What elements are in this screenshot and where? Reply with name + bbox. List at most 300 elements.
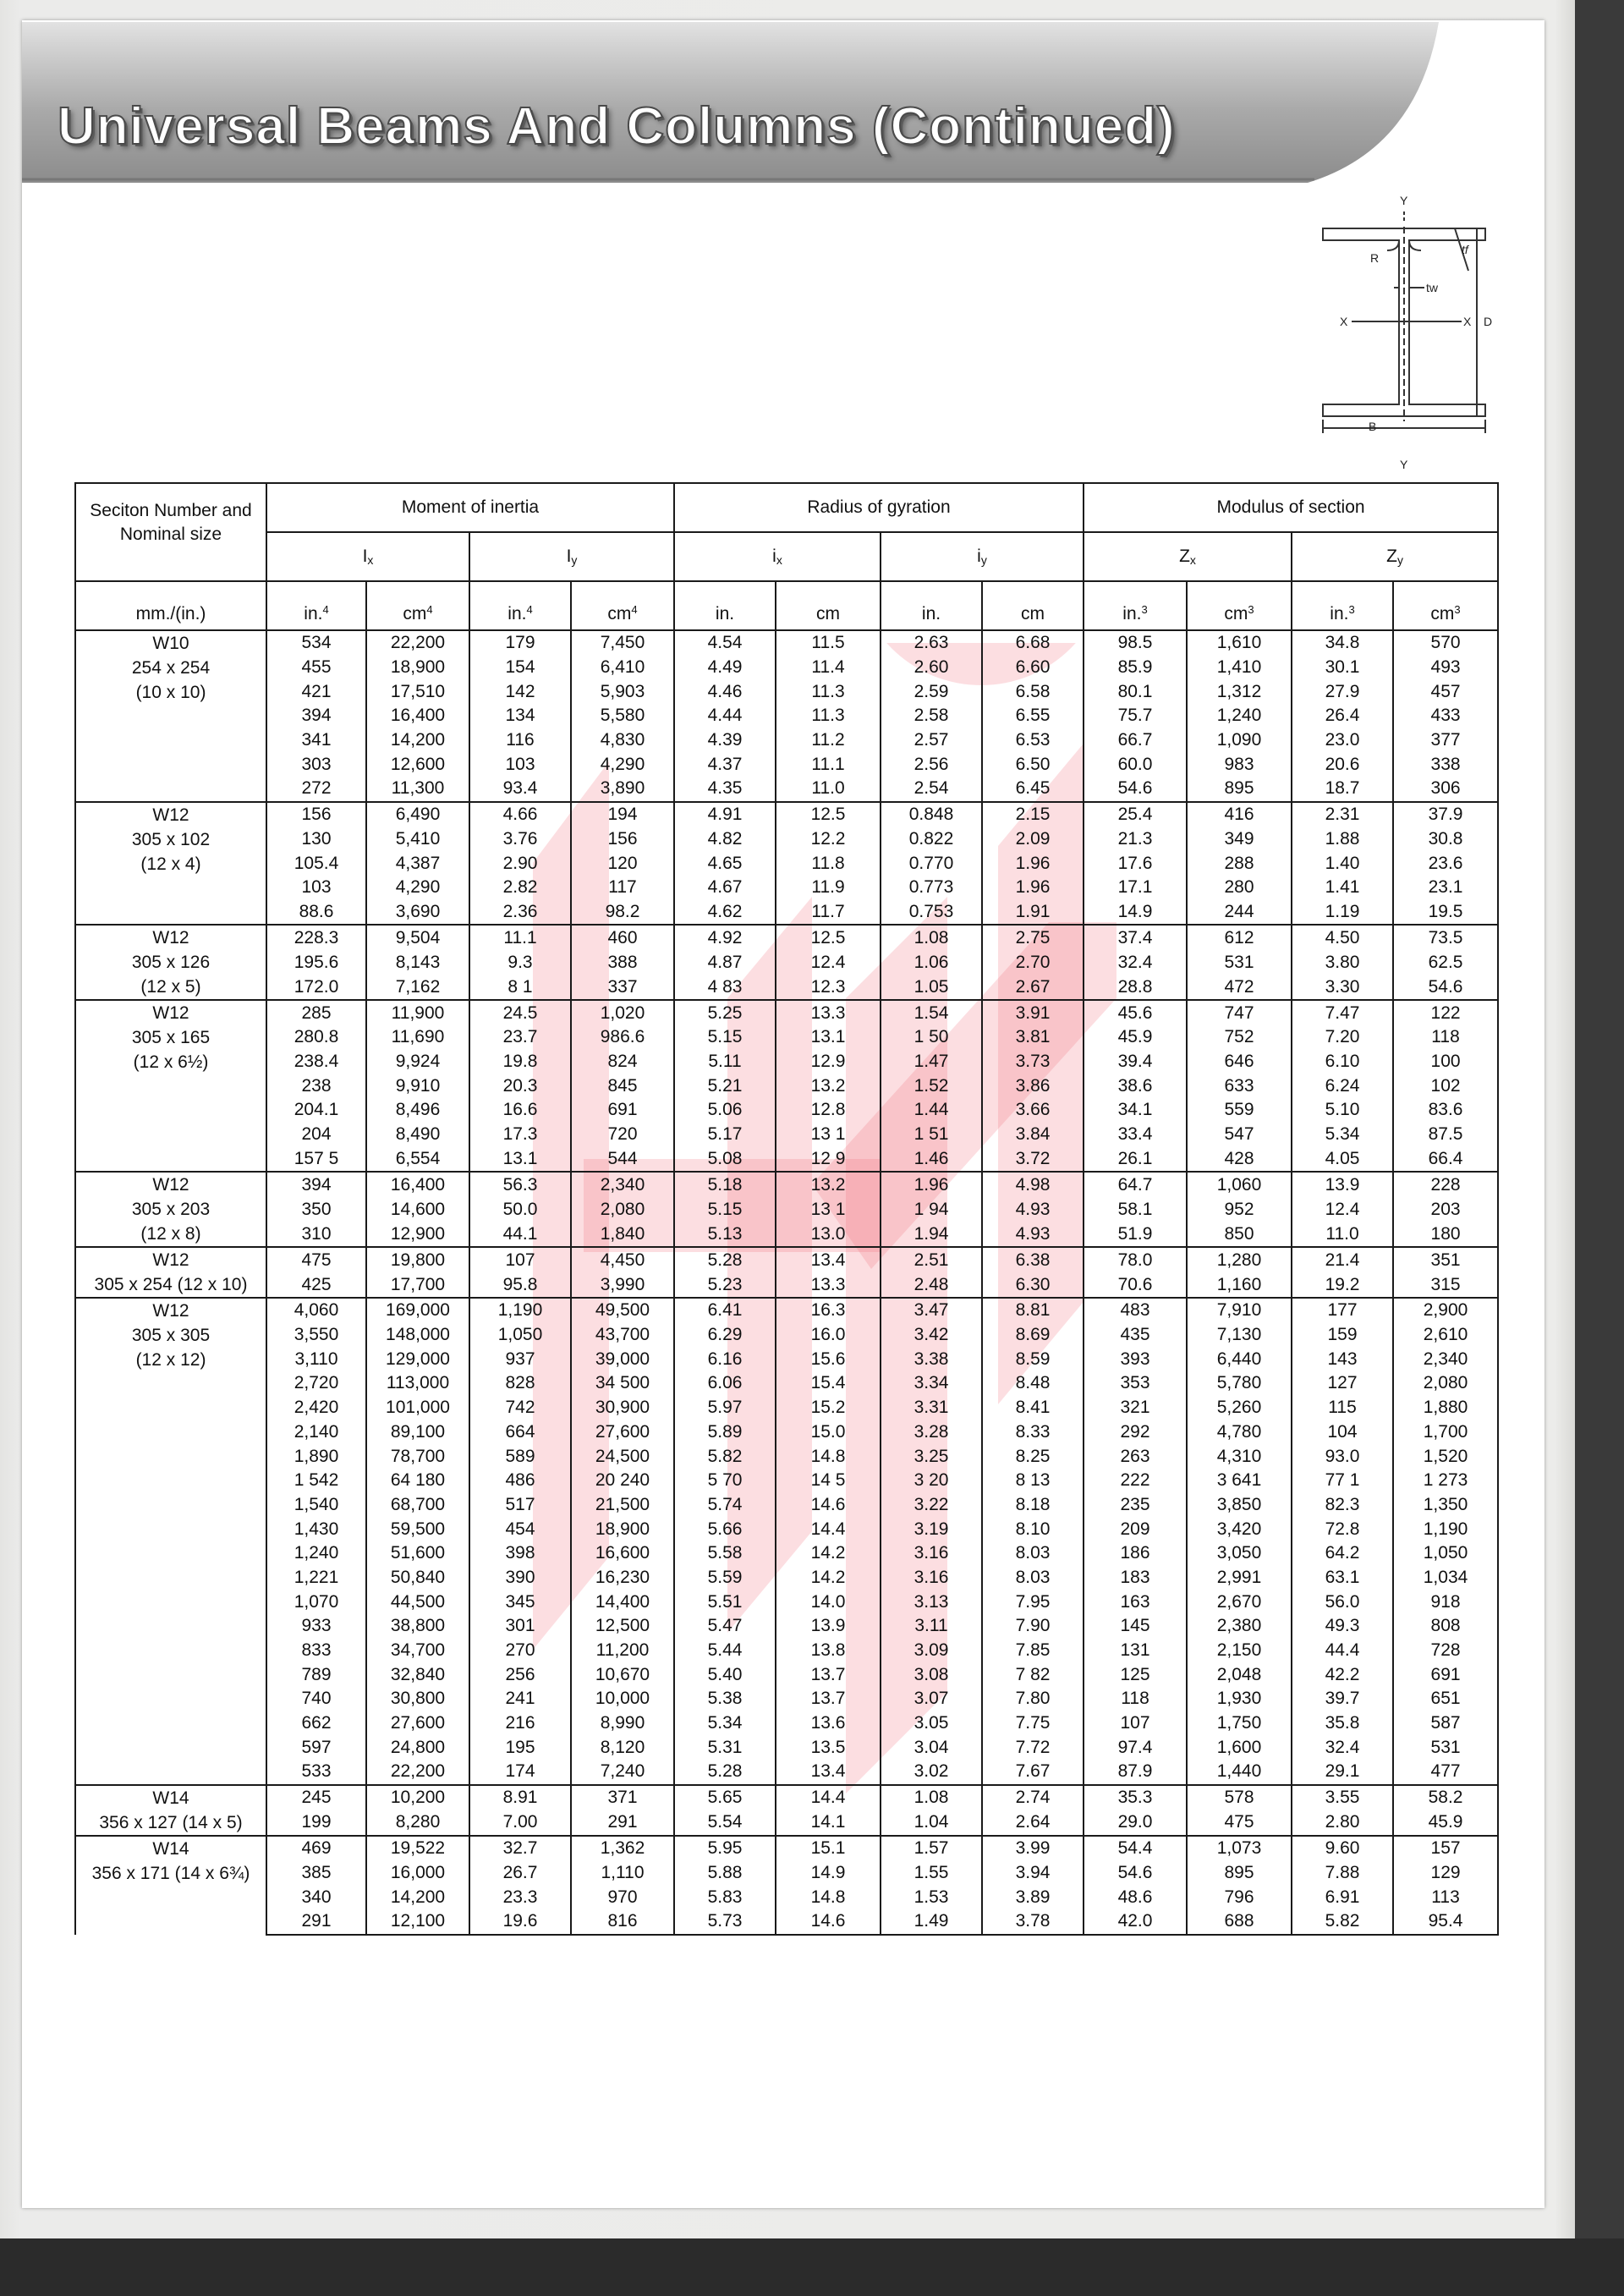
table-cell: 5.28 — [674, 1247, 776, 1272]
table-cell: 14.2 — [776, 1541, 881, 1566]
table-cell: 97.4 — [1084, 1735, 1187, 1760]
table-cell: 49,500 — [571, 1298, 674, 1323]
table-cell: 691 — [571, 1098, 674, 1123]
i-beam-cross-section-diagram — [1320, 193, 1511, 477]
table-cell: 6.38 — [982, 1247, 1084, 1272]
table-cell: 1,930 — [1187, 1687, 1292, 1711]
section-group — [75, 630, 1498, 802]
table-cell: 1,070 — [266, 1590, 366, 1614]
table-cell: 895 — [1187, 777, 1292, 802]
beam-properties-table — [74, 482, 1499, 1936]
table-cell: 4.35 — [674, 777, 776, 802]
table-cell: 1,073 — [1187, 1836, 1292, 1861]
table-cell: 12.9 — [776, 1050, 881, 1074]
table-cell: 3.16 — [881, 1541, 982, 1566]
table-cell: 1,110 — [571, 1861, 674, 1886]
table-cell: 337 — [571, 975, 674, 1000]
unit-power: 3 — [1348, 603, 1355, 616]
table-cell: 3 20 — [881, 1469, 982, 1493]
section-label-line: (12 x 4) — [140, 854, 201, 874]
table-cell: 238 — [266, 1074, 366, 1098]
table-row — [75, 1272, 1498, 1298]
table-cell: 5.83 — [674, 1885, 776, 1909]
table-row — [75, 656, 1498, 680]
table-cell: 315 — [1393, 1272, 1498, 1298]
table-row — [75, 802, 1498, 827]
table-cell: 22,200 — [366, 1760, 469, 1785]
table-cell: 13.2 — [776, 1172, 881, 1197]
section-cell — [75, 925, 266, 1000]
table-cell: 1,750 — [1187, 1711, 1292, 1736]
unit-header — [1187, 581, 1292, 630]
table-cell: 11.8 — [776, 851, 881, 876]
table-cell: 12.5 — [776, 802, 881, 827]
table-cell: 37.4 — [1084, 925, 1187, 950]
table-cell: 740 — [266, 1687, 366, 1711]
section-label-line: 305 x 102 — [131, 829, 211, 849]
table-cell: 517 — [469, 1493, 571, 1518]
table-row — [75, 1493, 1498, 1518]
table-cell: 1.54 — [881, 1000, 982, 1025]
table-row — [75, 1247, 1498, 1272]
table-cell: 32.4 — [1292, 1735, 1393, 1760]
table-cell: 4.65 — [674, 851, 776, 876]
section-cell — [75, 630, 266, 802]
table-cell: 130 — [266, 827, 366, 852]
section-label-line: W12 — [152, 1301, 189, 1321]
table-cell: 1,600 — [1187, 1735, 1292, 1760]
table-cell: 12.4 — [776, 950, 881, 975]
table-cell: 1 51 — [881, 1123, 982, 1147]
table-cell: 3.08 — [881, 1662, 982, 1687]
table-cell: 179 — [469, 630, 571, 656]
table-cell: 8.18 — [982, 1493, 1084, 1518]
table-cell: 3.94 — [982, 1861, 1084, 1886]
table-row — [75, 1662, 1498, 1687]
unit-header — [469, 581, 571, 630]
table-cell: 195.6 — [266, 950, 366, 975]
table-cell: 177 — [1292, 1298, 1393, 1323]
table-cell: 8.69 — [982, 1323, 1084, 1348]
table-cell: 70.6 — [1084, 1272, 1187, 1298]
table-cell: 3.11 — [881, 1614, 982, 1639]
table-cell: 6.91 — [1292, 1885, 1393, 1909]
table-cell: 13 1 — [776, 1123, 881, 1147]
table-cell: 3.99 — [982, 1836, 1084, 1861]
table-row — [75, 728, 1498, 753]
table-cell: 272 — [266, 777, 366, 802]
header-section-number: Seciton Number and Nominal size — [75, 483, 266, 581]
table-cell: 12 9 — [776, 1146, 881, 1172]
diagram-label-y-top: Y — [1400, 194, 1408, 207]
header-iy-symbol: I — [566, 547, 572, 566]
section-cell — [75, 1298, 266, 1785]
diagram-label-tf: tf — [1462, 243, 1468, 256]
table-cell: 3.73 — [982, 1050, 1084, 1074]
table-cell: 159 — [1292, 1323, 1393, 1348]
table-cell: 2.51 — [881, 1247, 982, 1272]
table-cell: 113,000 — [366, 1371, 469, 1396]
table-cell: 29.1 — [1292, 1760, 1393, 1785]
table-cell: 5.89 — [674, 1420, 776, 1445]
table-cell: 73.5 — [1393, 925, 1498, 950]
table-cell: 3.30 — [1292, 975, 1393, 1000]
table-cell: 9.3 — [469, 950, 571, 975]
table-cell: 2.64 — [982, 1810, 1084, 1836]
table-cell: 3.47 — [881, 1298, 982, 1323]
table-cell: 3.55 — [1292, 1785, 1393, 1810]
table-cell: 6,554 — [366, 1146, 469, 1172]
table-cell: 3.81 — [982, 1025, 1084, 1050]
table-cell: 1.40 — [1292, 851, 1393, 876]
table-cell: 115 — [1292, 1396, 1393, 1420]
table-cell: 4,060 — [266, 1298, 366, 1323]
table-cell: 4.82 — [674, 827, 776, 852]
table-cell: 5.10 — [1292, 1098, 1393, 1123]
table-cell: 5.73 — [674, 1909, 776, 1935]
table-cell: 486 — [469, 1469, 571, 1493]
table-row — [75, 975, 1498, 1000]
table-row — [75, 1123, 1498, 1147]
table-cell: 306 — [1393, 777, 1498, 802]
unit-label: in. — [1330, 604, 1349, 623]
table-cell: 3.19 — [881, 1517, 982, 1541]
table-cell: 5.47 — [674, 1614, 776, 1639]
table-cell: 98.2 — [571, 900, 674, 926]
table-cell: 4,780 — [1187, 1420, 1292, 1445]
table-cell: 285 — [266, 1000, 366, 1025]
table-cell: 35.8 — [1292, 1711, 1393, 1736]
table-cell: 664 — [469, 1420, 571, 1445]
table-cell: 5.51 — [674, 1590, 776, 1614]
table-cell: 77 1 — [1292, 1469, 1393, 1493]
table-cell: 13 1 — [776, 1197, 881, 1222]
header-gyration-x-subscript: x — [776, 553, 782, 567]
unit-label: cm — [1430, 604, 1455, 623]
table-cell: 1.52 — [881, 1074, 982, 1098]
table-cell: 338 — [1393, 752, 1498, 777]
table-cell: 11.9 — [776, 876, 881, 900]
table-cell: 8.41 — [982, 1396, 1084, 1420]
table-cell: 16,230 — [571, 1566, 674, 1590]
unit-label: cm — [1021, 604, 1045, 623]
table-cell: 45.9 — [1084, 1025, 1187, 1050]
table-cell: 15.6 — [776, 1347, 881, 1371]
table-cell: 256 — [469, 1662, 571, 1687]
table-cell: 1 542 — [266, 1469, 366, 1493]
table-cell: 970 — [571, 1885, 674, 1909]
table-cell: 475 — [1187, 1810, 1292, 1836]
unit-label: cm — [1224, 604, 1248, 623]
table-cell: 5,780 — [1187, 1371, 1292, 1396]
table-cell: 291 — [266, 1909, 366, 1935]
table-cell: 30,800 — [366, 1687, 469, 1711]
table-cell: 30.1 — [1292, 656, 1393, 680]
table-cell: 15.2 — [776, 1396, 881, 1420]
section-group — [75, 1172, 1498, 1247]
table-cell: 56.3 — [469, 1172, 571, 1197]
table-cell: 15.4 — [776, 1371, 881, 1396]
table-cell: 460 — [571, 925, 674, 950]
table-cell: 4.67 — [674, 876, 776, 900]
section-cell — [75, 1247, 266, 1298]
unit-header — [1292, 581, 1393, 630]
table-row — [75, 1347, 1498, 1371]
table-cell: 34 500 — [571, 1371, 674, 1396]
section-group — [75, 1298, 1498, 1785]
table-cell: 2.31 — [1292, 802, 1393, 827]
table-cell: 2.48 — [881, 1272, 982, 1298]
table-cell: 7.67 — [982, 1760, 1084, 1785]
section-label-line: W12 — [152, 1175, 189, 1195]
table-cell: 5.74 — [674, 1493, 776, 1518]
section-cell — [75, 1836, 266, 1935]
table-cell: 12,100 — [366, 1909, 469, 1935]
table-cell: 5.54 — [674, 1810, 776, 1836]
table-cell: 7,910 — [1187, 1298, 1292, 1323]
table-cell: 4.46 — [674, 679, 776, 704]
table-cell: 16,600 — [571, 1541, 674, 1566]
table-cell: 195 — [469, 1735, 571, 1760]
section-cell — [75, 1785, 266, 1836]
header-zx-subscript: x — [1189, 553, 1196, 567]
table-cell: 937 — [469, 1347, 571, 1371]
header-iy — [469, 532, 674, 581]
table-cell: 68,700 — [366, 1493, 469, 1518]
table-cell: 1,410 — [1187, 656, 1292, 680]
table-cell: 209 — [1084, 1517, 1187, 1541]
table-row — [75, 1909, 1498, 1935]
table-cell: 1.08 — [881, 1785, 982, 1810]
table-cell: 547 — [1187, 1123, 1292, 1147]
table-row — [75, 827, 1498, 852]
table-cell: 156 — [266, 802, 366, 827]
header-zy-symbol: Z — [1386, 547, 1397, 566]
table-cell: 157 — [1393, 1836, 1498, 1861]
table-cell: 15.1 — [776, 1836, 881, 1861]
table-cell: 5.11 — [674, 1050, 776, 1074]
table-cell: 824 — [571, 1050, 674, 1074]
table-cell: 26.1 — [1084, 1146, 1187, 1172]
table-cell: 3.80 — [1292, 950, 1393, 975]
table-cell: 493 — [1393, 656, 1498, 680]
table-cell: 142 — [469, 679, 571, 704]
table-cell: 8 13 — [982, 1469, 1084, 1493]
table-row — [75, 1469, 1498, 1493]
table-cell: 172.0 — [266, 975, 366, 1000]
table-cell: 54.6 — [1393, 975, 1498, 1000]
table-row — [75, 1396, 1498, 1420]
table-cell: 8.48 — [982, 1371, 1084, 1396]
table-cell: 4,387 — [366, 851, 469, 876]
table-cell: 475 — [266, 1247, 366, 1272]
table-cell: 472 — [1187, 975, 1292, 1000]
table-cell: 35.3 — [1084, 1785, 1187, 1810]
table-cell: 6,490 — [366, 802, 469, 827]
table-cell: 5.08 — [674, 1146, 776, 1172]
table-cell: 1,880 — [1393, 1396, 1498, 1420]
table-cell: 103 — [266, 876, 366, 900]
table-cell: 6,440 — [1187, 1347, 1292, 1371]
table-cell: 6.16 — [674, 1347, 776, 1371]
table-cell: 3.09 — [881, 1639, 982, 1663]
table-cell: 44.4 — [1292, 1639, 1393, 1663]
table-row — [75, 1298, 1498, 1323]
table-cell: 21.4 — [1292, 1247, 1393, 1272]
table-cell: 4.44 — [674, 704, 776, 728]
table-cell: 5.95 — [674, 1836, 776, 1861]
table-cell: 104 — [1292, 1420, 1393, 1445]
table-cell: 4.49 — [674, 656, 776, 680]
table-cell: 22,200 — [366, 630, 469, 656]
table-cell: 8,490 — [366, 1123, 469, 1147]
unit-power: 3 — [1141, 603, 1148, 616]
table-cell: 85.9 — [1084, 656, 1187, 680]
table-cell: 66.7 — [1084, 728, 1187, 753]
table-cell: 3,850 — [1187, 1493, 1292, 1518]
header-zx-symbol: Z — [1179, 547, 1190, 566]
table-cell: 2,991 — [1187, 1566, 1292, 1590]
unit-header — [776, 581, 881, 630]
table-cell: 1,060 — [1187, 1172, 1292, 1197]
table-cell: 24.5 — [469, 1000, 571, 1025]
table-cell: 17,700 — [366, 1272, 469, 1298]
table-cell: 78,700 — [366, 1444, 469, 1469]
table-row — [75, 1760, 1498, 1785]
table-cell: 398 — [469, 1541, 571, 1566]
unit-label: in. — [1122, 604, 1142, 623]
table-cell: 845 — [571, 1074, 674, 1098]
table-cell: 13.7 — [776, 1687, 881, 1711]
header-zy — [1292, 532, 1498, 581]
table-cell: 75.7 — [1084, 704, 1187, 728]
table-cell: 80.1 — [1084, 679, 1187, 704]
table-cell: 2,048 — [1187, 1662, 1292, 1687]
table-cell: 2.54 — [881, 777, 982, 802]
table-cell: 1,350 — [1393, 1493, 1498, 1518]
table-cell: 7.88 — [1292, 1861, 1393, 1886]
table-cell: 1.19 — [1292, 900, 1393, 926]
unit-power: 4 — [526, 603, 533, 616]
table-cell: 1.94 — [881, 1222, 982, 1247]
unit-power: 3 — [1248, 603, 1254, 616]
table-cell: 1.53 — [881, 1885, 982, 1909]
table-cell: 100 — [1393, 1050, 1498, 1074]
table-cell: 38,800 — [366, 1614, 469, 1639]
table-cell: 263 — [1084, 1444, 1187, 1469]
table-cell: 1.44 — [881, 1098, 982, 1123]
table-row — [75, 1885, 1498, 1909]
table-cell: 3.25 — [881, 1444, 982, 1469]
section-label-line: (12 x 5) — [140, 977, 201, 997]
table-cell: 2.36 — [469, 900, 571, 926]
table-row — [75, 704, 1498, 728]
table-cell: 2.58 — [881, 704, 982, 728]
table-cell: 13.3 — [776, 1272, 881, 1298]
table-cell: 301 — [469, 1614, 571, 1639]
table-cell: 2.57 — [881, 728, 982, 753]
table-cell: 116 — [469, 728, 571, 753]
table-cell: 21,500 — [571, 1493, 674, 1518]
table-cell: 349 — [1187, 827, 1292, 852]
table-cell: 662 — [266, 1711, 366, 1736]
table-cell: 1.46 — [881, 1146, 982, 1172]
table-cell: 27,600 — [366, 1711, 469, 1736]
diagram-label-tw: tw — [1426, 281, 1438, 294]
table-cell: 4.93 — [982, 1222, 1084, 1247]
table-cell: 3.76 — [469, 827, 571, 852]
table-cell: 93.0 — [1292, 1444, 1393, 1469]
viewer-right-edge — [1575, 0, 1624, 2296]
table-cell: 148,000 — [366, 1323, 469, 1348]
table-cell: 1,312 — [1187, 679, 1292, 704]
table-cell: 1.96 — [881, 1172, 982, 1197]
table-cell: 87.5 — [1393, 1123, 1498, 1147]
table-cell: 5.82 — [674, 1444, 776, 1469]
table-cell: 1,700 — [1393, 1420, 1498, 1445]
table-cell: 8.33 — [982, 1420, 1084, 1445]
table-cell: 341 — [266, 728, 366, 753]
table-cell: 4,290 — [571, 752, 674, 777]
section-group — [75, 1000, 1498, 1172]
table-row — [75, 1517, 1498, 1541]
table-cell: 7.47 — [1292, 1000, 1393, 1025]
table-row — [75, 1000, 1498, 1025]
table-cell: 303 — [266, 752, 366, 777]
table-cell: 19,800 — [366, 1247, 469, 1272]
section-label-line: (10 x 10) — [135, 683, 206, 702]
table-cell: 4,450 — [571, 1247, 674, 1272]
table-cell: 288 — [1187, 851, 1292, 876]
table-cell: 26.4 — [1292, 704, 1393, 728]
table-cell: 113 — [1393, 1885, 1498, 1909]
header-gyration-x — [674, 532, 881, 581]
table-cell: 72.8 — [1292, 1517, 1393, 1541]
table-cell: 5.15 — [674, 1197, 776, 1222]
table-cell: 5.88 — [674, 1861, 776, 1886]
table-cell: 1 50 — [881, 1025, 982, 1050]
table-cell: 5.31 — [674, 1735, 776, 1760]
table-cell: 5.38 — [674, 1687, 776, 1711]
table-cell: 2.70 — [982, 950, 1084, 975]
table-cell: 44,500 — [366, 1590, 469, 1614]
table-cell: 2.90 — [469, 851, 571, 876]
table-cell: 6.24 — [1292, 1074, 1393, 1098]
table-cell: 13.8 — [776, 1639, 881, 1663]
table-cell: 14.9 — [776, 1861, 881, 1886]
table-cell: 4.92 — [674, 925, 776, 950]
table-cell: 455 — [266, 656, 366, 680]
table-cell: 2.15 — [982, 802, 1084, 827]
table-cell: 1 94 — [881, 1197, 982, 1222]
table-cell: 433 — [1393, 704, 1498, 728]
table-cell: 0.822 — [881, 827, 982, 852]
table-cell: 14.6 — [776, 1493, 881, 1518]
table-cell: 34.1 — [1084, 1098, 1187, 1123]
table-cell: 24,500 — [571, 1444, 674, 1469]
header-gyration-x-symbol: i — [772, 547, 776, 566]
table-cell: 30.8 — [1393, 827, 1498, 852]
table-cell: 10,200 — [366, 1785, 469, 1810]
header-modulus-of-section: Modulus of section — [1084, 483, 1498, 532]
table-cell: 2,080 — [1393, 1371, 1498, 1396]
table-cell: 3.28 — [881, 1420, 982, 1445]
table-cell: 17,510 — [366, 679, 469, 704]
table-cell: 3,690 — [366, 900, 469, 926]
table-row — [75, 1420, 1498, 1445]
unit-header — [266, 581, 366, 630]
table-cell: 3,050 — [1187, 1541, 1292, 1566]
